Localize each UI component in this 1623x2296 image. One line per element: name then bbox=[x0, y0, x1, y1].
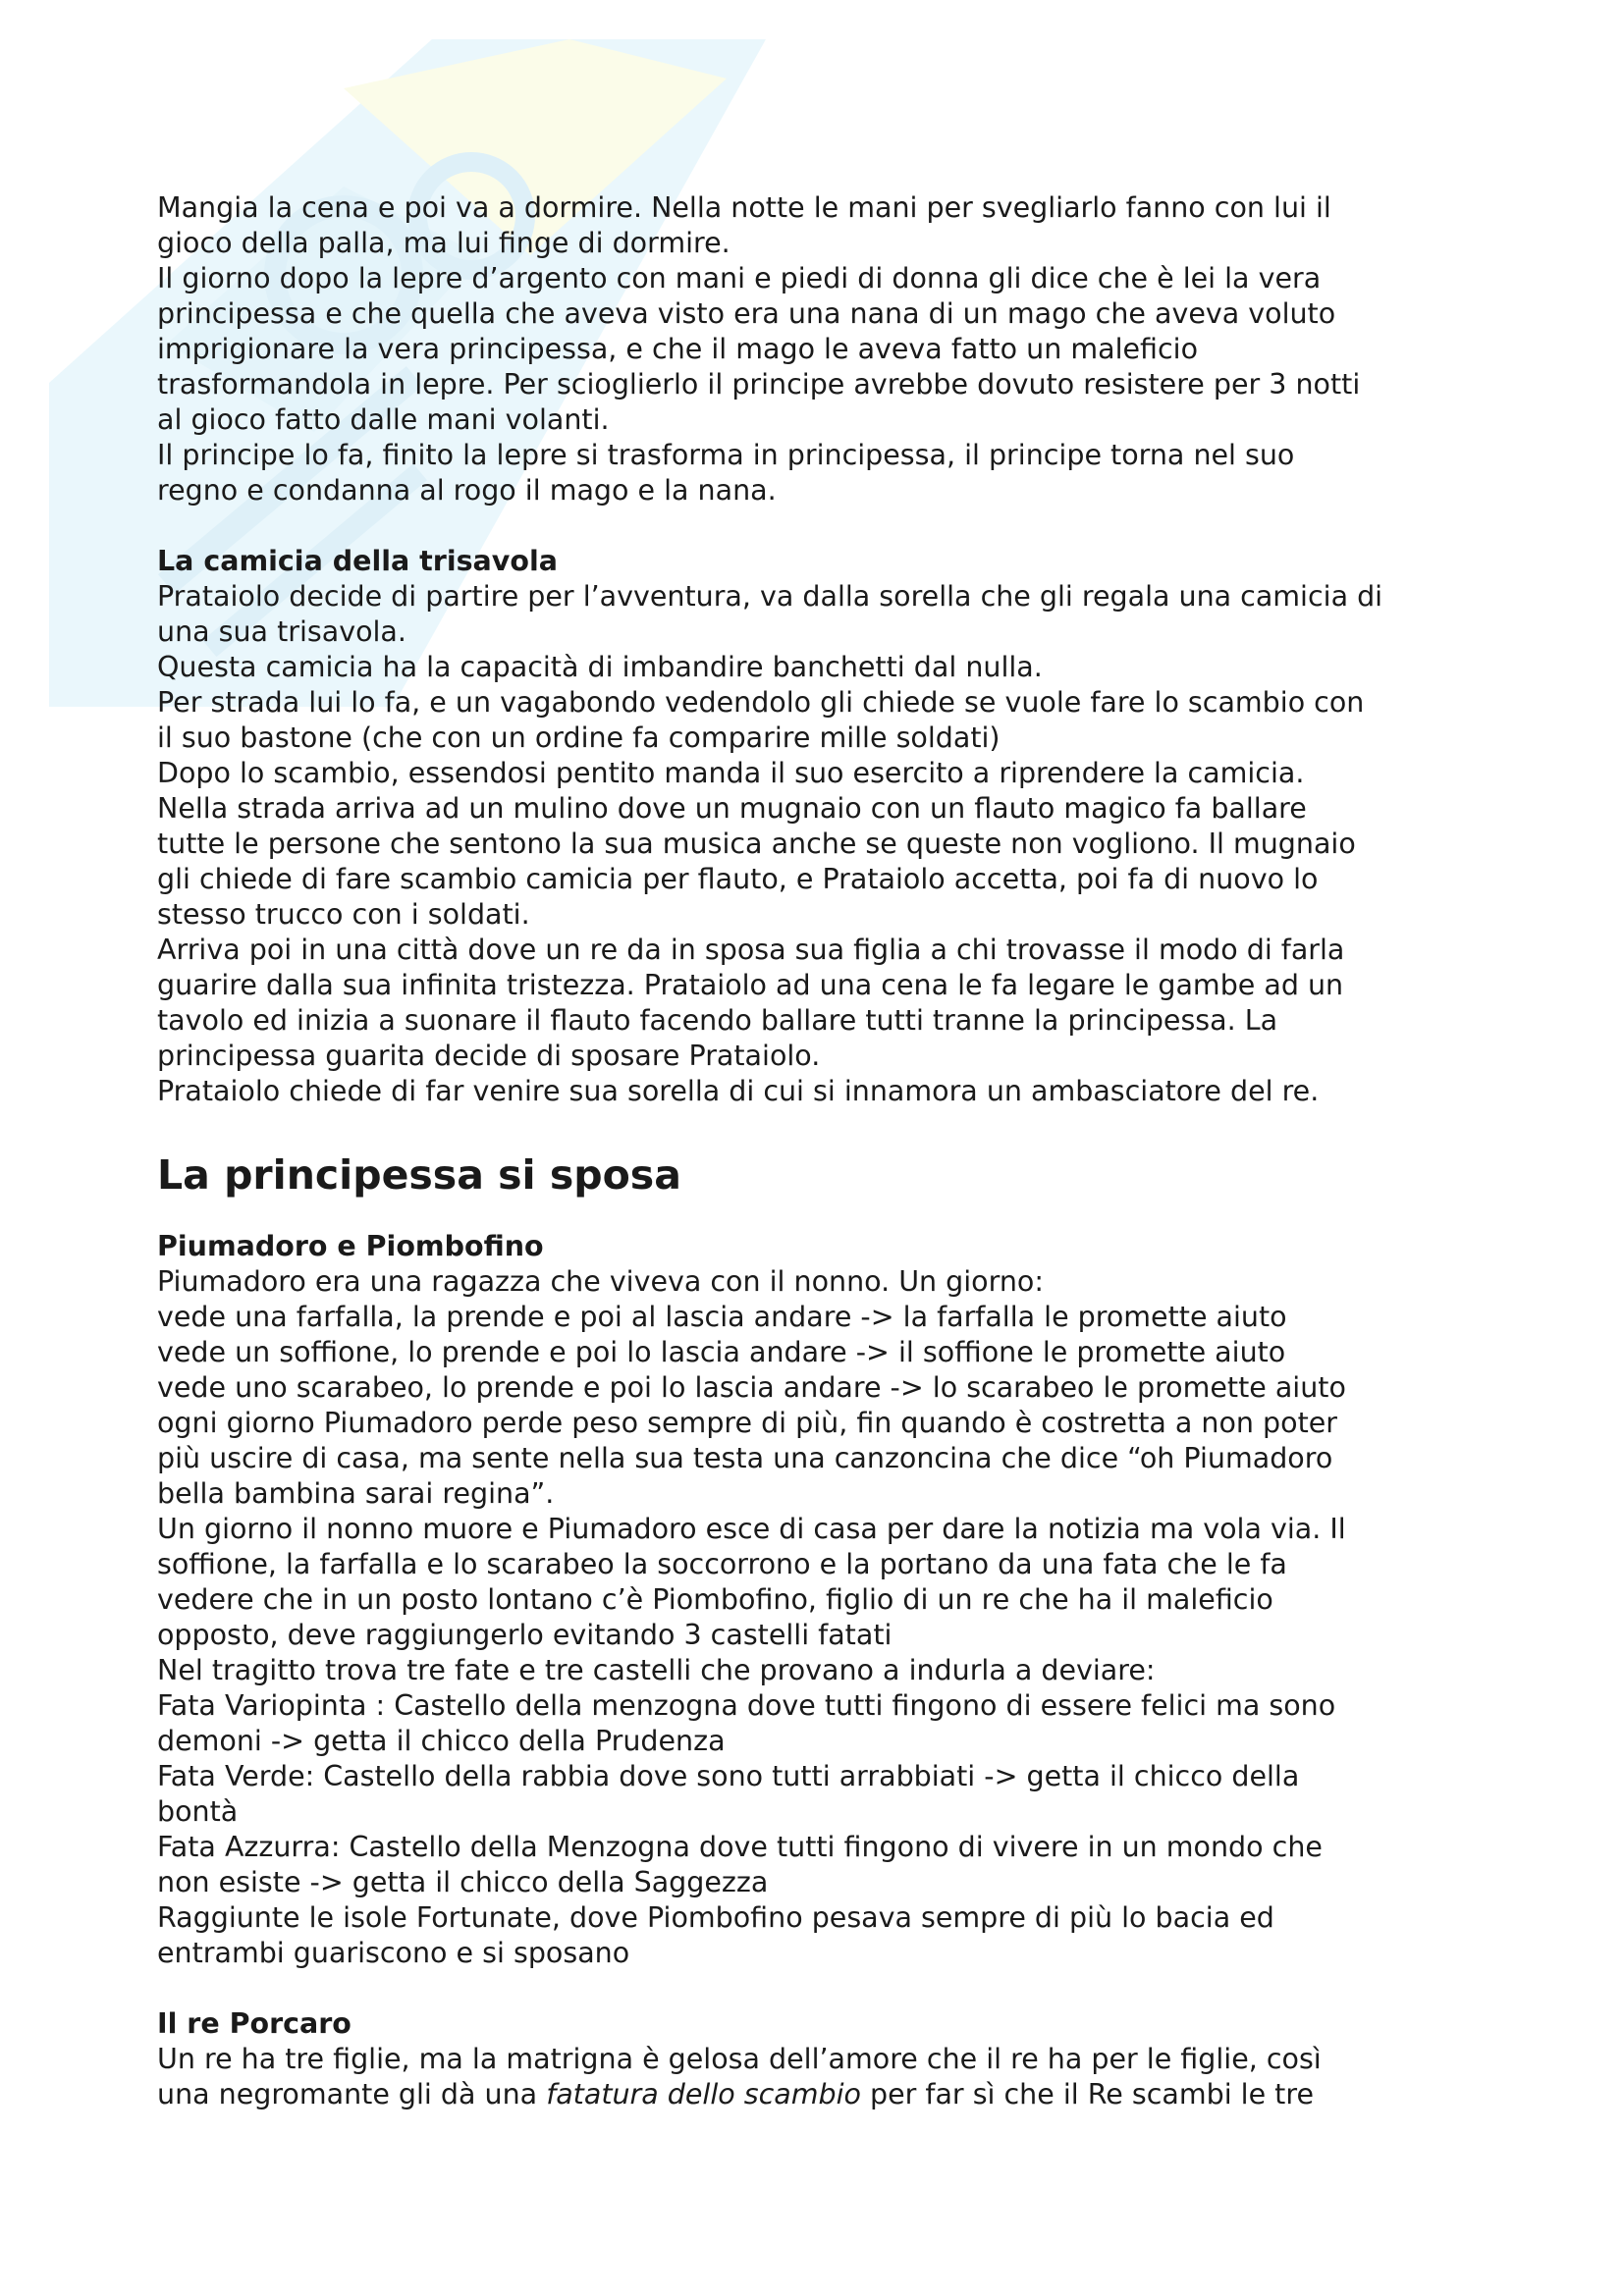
text-line: imprigionare la vera principessa, e che il mago le aveva fatto un maleficio bbox=[157, 333, 1199, 365]
paragraph bbox=[157, 190, 1512, 508]
text-line: Fata Azzurra: Castello della Menzogna dove tutti fingono di vivere in un mondo che bbox=[157, 1831, 1323, 1863]
text-line: principessa e che quella che aveva visto era una nana di un mago che aveva voluto bbox=[157, 297, 1336, 330]
text-line: Mangia la cena e poi va a dormire. Nella notte le mani per svegliarlo fanno con lui il bbox=[157, 191, 1331, 224]
text-line: vede uno scarabeo, lo prende e poi lo lascia andare -> lo scarabeo le promette aiuto bbox=[157, 1371, 1346, 1404]
section-title: La camicia della trisavola bbox=[157, 545, 558, 577]
text-line: demoni -> getta il chicco della Prudenza bbox=[157, 1725, 726, 1757]
text-line: Il giorno dopo la lepre d’argento con mani e piedi di donna gli dice che è lei la vera bbox=[157, 262, 1322, 294]
text-line: principessa guarita decide di sposare Prataiolo. bbox=[157, 1040, 821, 1072]
text-line: tavolo ed inizia a suonare il flauto facendo ballare tutti tranne la principessa. La bbox=[157, 1004, 1278, 1037]
text-line: più uscire di casa, ma sente nella sua testa una canzoncina che dice “oh Piumadoro bbox=[157, 1442, 1333, 1474]
text-line: Per strada lui lo fa, e un vagabondo vedendolo gli chiede se vuole fare lo scambio con bbox=[157, 686, 1365, 719]
paragraph bbox=[157, 2042, 1512, 2077]
text-line: Dopo lo scambio, essendosi pentito manda il suo esercito a riprendere la camicia. bbox=[157, 757, 1305, 789]
document-page bbox=[157, 190, 1512, 2112]
text-line: il suo bastone (che con un ordine fa comparire mille soldati) bbox=[157, 721, 1001, 754]
text-line bbox=[157, 2077, 1512, 2112]
text-line: stesso trucco con i soldati. bbox=[157, 898, 530, 931]
paragraph bbox=[157, 1264, 1512, 1971]
text-line: non esiste -> getta il chicco della Saggezza bbox=[157, 1866, 769, 1898]
text-line: opposto, deve raggiungerlo evitando 3 castelli fatati bbox=[157, 1619, 893, 1651]
text-segment: per far sì che il Re scambi le tre bbox=[860, 2078, 1314, 2110]
paragraph-spacer bbox=[157, 1971, 1512, 2006]
text-line: entrambi guariscono e si sposano bbox=[157, 1937, 630, 1969]
text-line: Questa camicia ha la capacità di imbandire banchetti dal nulla. bbox=[157, 651, 1043, 683]
paragraph-spacer bbox=[157, 508, 1512, 544]
text-line: Nella strada arriva ad un mulino dove un mugnaio con un flauto magico fa ballare bbox=[157, 792, 1307, 825]
section-title: Piumadoro e Piombofino bbox=[157, 1230, 544, 1262]
text-line: Fata Variopinta : Castello della menzogna dove tutti fingono di essere felici ma sono bbox=[157, 1689, 1336, 1722]
text-line: Piumadoro era una ragazza che viveva con il nonno. Un giorno: bbox=[157, 1265, 1044, 1298]
text-line: soffione, la farfalla e lo scarabeo la soccorrono e la portano da una fata che le fa bbox=[157, 1548, 1287, 1580]
paragraph bbox=[157, 579, 1512, 1109]
section-title: Il re Porcaro bbox=[157, 2007, 352, 2040]
text-line: regno e condanna al rogo il mago e la nana. bbox=[157, 474, 777, 507]
text-line: Arriva poi in una città dove un re da in sposa sua figlia a chi trovasse il modo di farla bbox=[157, 934, 1345, 966]
italic-term: fatatura dello scambio bbox=[546, 2078, 861, 2110]
text-line: guarire dalla sua infinita tristezza. Prataiolo ad una cena le fa legare le gambe ad un bbox=[157, 969, 1344, 1001]
text-segment: una negromante gli dà una bbox=[157, 2078, 547, 2110]
text-line: vede una farfalla, la prende e poi al lascia andare -> la farfalla le promette aiuto bbox=[157, 1301, 1287, 1333]
text-line: ogni giorno Piumadoro perde peso sempre di più, fin quando è costretta a non poter bbox=[157, 1407, 1338, 1439]
text-line: una sua trisavola. bbox=[157, 615, 406, 648]
text-line: Prataiolo decide di partire per l’avventura, va dalla sorella che gli regala una camicia di bbox=[157, 580, 1383, 613]
text-line: Un giorno il nonno muore e Piumadoro esce di casa per dare la notizia ma vola via. Il bbox=[157, 1513, 1346, 1545]
text-line: gli chiede di fare scambio camicia per flauto, e Prataiolo accetta, poi fa di nuovo lo bbox=[157, 863, 1319, 895]
text-line: vedere che in un posto lontano c’è Piombofino, figlio di un re che ha il maleficio bbox=[157, 1583, 1273, 1616]
text-line: al gioco fatto dalle mani volanti. bbox=[157, 403, 610, 436]
text-line: Nel tragitto trova tre fate e tre castelli che provano a indurla a deviare: bbox=[157, 1654, 1156, 1686]
text-line: Raggiunte le isole Fortunate, dove Piombofino pesava sempre di più lo bacia ed bbox=[157, 1901, 1274, 1934]
text-line: Il principe lo fa, finito la lepre si trasforma in principessa, il principe torna nel suo bbox=[157, 439, 1295, 471]
text-line: Prataiolo chiede di far venire sua sorella di cui si innamora un ambasciatore del re. bbox=[157, 1075, 1320, 1107]
text-line: gioco della palla, ma lui finge di dormire. bbox=[157, 227, 730, 259]
text-line: trasformandola in lepre. Per scioglierlo il principe avrebbe dovuto resistere per 3 notti bbox=[157, 368, 1361, 400]
text-line: Fata Verde: Castello della rabbia dove sono tutti arrabbiati -> getta il chicco della bbox=[157, 1760, 1300, 1792]
chapter-heading: La principessa si sposa bbox=[157, 1151, 681, 1199]
text-line: vede un soffione, lo prende e poi lo lascia andare -> il soffione le promette aiuto bbox=[157, 1336, 1286, 1368]
text-line: tutte le persone che sentono la sua musica anche se queste non vogliono. Il mugnaio bbox=[157, 828, 1356, 860]
text-line: bontà bbox=[157, 1795, 239, 1828]
text-line: bella bambina sarai regina”. bbox=[157, 1477, 555, 1510]
text-line: Un re ha tre figlie, ma la matrigna è gelosa dell’amore che il re ha per le figlie, così bbox=[157, 2043, 1322, 2075]
